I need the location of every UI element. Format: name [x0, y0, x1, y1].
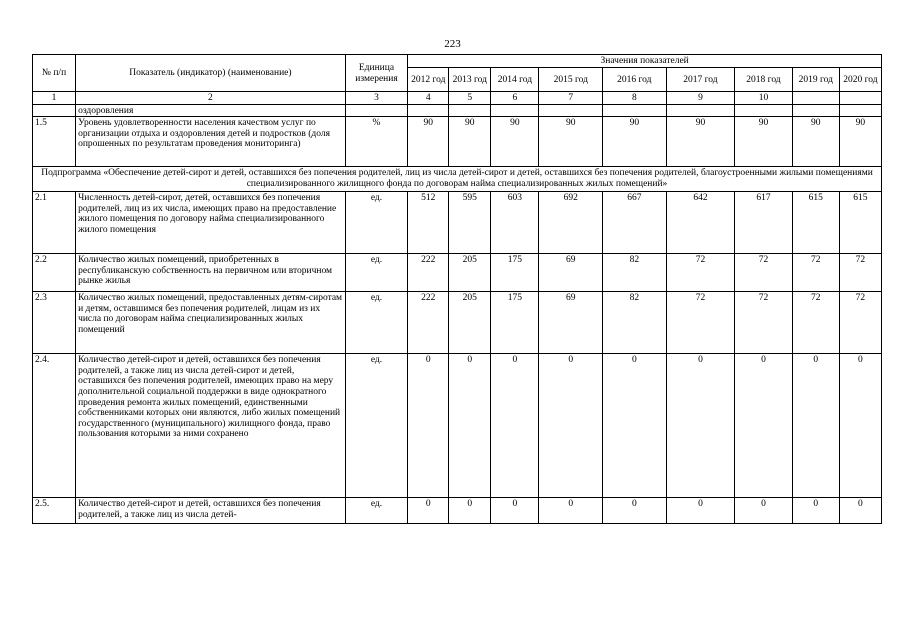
- index-cell: 9: [666, 92, 735, 105]
- row-value: 0: [491, 498, 539, 524]
- row-value: 0: [449, 354, 491, 498]
- row-value: 205: [449, 254, 491, 292]
- row-value: 0: [735, 354, 792, 498]
- row-value: 82: [603, 254, 667, 292]
- row-value: 0: [408, 354, 449, 498]
- row-value: [839, 104, 881, 117]
- index-cell: 10: [735, 92, 792, 105]
- row-value: 512: [408, 192, 449, 254]
- row-value: 0: [792, 354, 839, 498]
- row-value: 0: [408, 498, 449, 524]
- row-value: 595: [449, 192, 491, 254]
- row-value: 90: [408, 117, 449, 167]
- row-value: 72: [792, 254, 839, 292]
- row-num: 2.4.: [33, 354, 76, 498]
- row-value: 175: [491, 254, 539, 292]
- row-value: 69: [539, 254, 603, 292]
- row-value: 0: [539, 354, 603, 498]
- row-value: 615: [839, 192, 881, 254]
- row-value: 90: [539, 117, 603, 167]
- table-row: [33, 254, 882, 292]
- index-row: [33, 92, 882, 105]
- index-cell: 5: [449, 92, 491, 105]
- row-value: [792, 104, 839, 117]
- row-value: 72: [735, 292, 792, 354]
- row-value: 222: [408, 254, 449, 292]
- row-indicator: Численность детей-сирот, детей, оставшихся без попечения родителей, лиц из их числа, имеющих право на предоставление жилого помещения по договору найма специализированного жилого помещения: [76, 192, 346, 254]
- row-value: 222: [408, 292, 449, 354]
- row-value: 642: [666, 192, 735, 254]
- row-value: 0: [539, 498, 603, 524]
- row-value: 615: [792, 192, 839, 254]
- row-value: 72: [839, 254, 881, 292]
- table-row: [33, 354, 882, 498]
- row-value: 0: [839, 498, 881, 524]
- row-value: 175: [491, 292, 539, 354]
- header-year: 2012 год: [408, 68, 449, 92]
- row-indicator: Уровень удовлетворенности населения качеством услуг по организации отдыха и оздоровления детей и подростков (доля опрошенных по результатам проведения мониторинга): [76, 117, 346, 167]
- row-value: 0: [603, 354, 667, 498]
- row-value: [603, 104, 667, 117]
- row-indicator: Количество детей-сирот и детей, оставшихся без попечения родителей, а также лиц из числа детей-сирот и детей, оставшихся без попечения родителей, имеющих право на меру дополнительной социальной поддержки в виде однократного проведения ремонта жилых помещений, единственными собственниками которых они являются, либо жилых помещений государственного (муниципального) жилищного фонда, право пользования которыми за ними сохранено: [76, 354, 346, 498]
- header-year: 2015 год: [539, 68, 603, 92]
- page-number: 223: [444, 38, 461, 50]
- row-value: 72: [666, 254, 735, 292]
- index-cell: 7: [539, 92, 603, 105]
- row-unit: ед.: [345, 254, 408, 292]
- row-value: 692: [539, 192, 603, 254]
- header-year: 2016 год: [603, 68, 667, 92]
- row-num: 2.5.: [33, 498, 76, 524]
- row-num: 2.2: [33, 254, 76, 292]
- row-value: 603: [491, 192, 539, 254]
- table-row: [33, 498, 882, 524]
- row-value: 90: [666, 117, 735, 167]
- index-cell: 2: [76, 92, 346, 105]
- row-value: 72: [735, 254, 792, 292]
- index-cell: 3: [345, 92, 408, 105]
- index-cell: [792, 92, 839, 105]
- row-value: 72: [666, 292, 735, 354]
- row-unit: ед.: [345, 498, 408, 524]
- header-num: № п/п: [33, 55, 76, 92]
- row-value: 72: [792, 292, 839, 354]
- header-year: 2017 год: [666, 68, 735, 92]
- row-num: 1.5: [33, 117, 76, 167]
- row-value: 90: [792, 117, 839, 167]
- row-num: [33, 104, 76, 117]
- row-value: [539, 104, 603, 117]
- row-value: [408, 104, 449, 117]
- row-value: [449, 104, 491, 117]
- header-year: 2014 год: [491, 68, 539, 92]
- header-row-1: [33, 55, 882, 68]
- header-indicator: Показатель (индикатор) (наименование): [76, 55, 346, 92]
- row-value: 667: [603, 192, 667, 254]
- header-year: 2020 год: [839, 68, 881, 92]
- index-cell: 4: [408, 92, 449, 105]
- row-value: [735, 104, 792, 117]
- row-value: 0: [491, 354, 539, 498]
- row-value: 0: [603, 498, 667, 524]
- table-row: [33, 117, 882, 167]
- row-value: 0: [792, 498, 839, 524]
- index-cell: [839, 92, 881, 105]
- table-row: [33, 104, 882, 117]
- row-value: 0: [449, 498, 491, 524]
- header-year: 2013 год: [449, 68, 491, 92]
- row-num: 2.3: [33, 292, 76, 354]
- header-year: 2019 год: [792, 68, 839, 92]
- row-value: 72: [839, 292, 881, 354]
- row-value: 90: [491, 117, 539, 167]
- header-unit: Единица измерения: [345, 55, 408, 92]
- indicators-table: [32, 54, 882, 524]
- index-cell: 1: [33, 92, 76, 105]
- row-value: 90: [839, 117, 881, 167]
- row-indicator: Количество жилых помещений, приобретенных в республиканскую собственность на первичном или вторичном рынке жилья: [76, 254, 346, 292]
- row-value: 0: [666, 498, 735, 524]
- row-indicator: оздоровления: [76, 104, 346, 117]
- row-unit: %: [345, 117, 408, 167]
- row-unit: ед.: [345, 354, 408, 498]
- row-value: 90: [449, 117, 491, 167]
- row-indicator: Количество жилых помещений, предоставленных детям-сиротам и детям, оставшимся без попечения родителей, лицам из их числа по договорам найма специализированных жилых помещений: [76, 292, 346, 354]
- row-value: 617: [735, 192, 792, 254]
- row-value: 205: [449, 292, 491, 354]
- subprogram-title: Подпрограмма «Обеспечение детей-сирот и детей, оставшихся без попечения родителей, лиц из числа детей-сирот и детей, оставшихся без попечения родителей, благоустроенными жилыми помещениями специализированного жилищного фонда по договорам найма специализированных жилых помещений»: [33, 167, 882, 192]
- table-row: [33, 192, 882, 254]
- row-value: 0: [839, 354, 881, 498]
- row-indicator: Количество детей-сирот и детей, оставшихся без попечения родителей, а также лиц из числа детей-: [76, 498, 346, 524]
- row-value: [491, 104, 539, 117]
- row-value: [666, 104, 735, 117]
- row-value: 90: [735, 117, 792, 167]
- header-values-group: Значения показателей: [408, 55, 882, 68]
- row-value: 90: [603, 117, 667, 167]
- index-cell: 6: [491, 92, 539, 105]
- row-num: 2.1: [33, 192, 76, 254]
- row-unit: [345, 104, 408, 117]
- header-year: 2018 год: [735, 68, 792, 92]
- row-value: 0: [735, 498, 792, 524]
- index-cell: 8: [603, 92, 667, 105]
- row-value: 0: [666, 354, 735, 498]
- row-value: 82: [603, 292, 667, 354]
- row-unit: ед.: [345, 192, 408, 254]
- row-value: 69: [539, 292, 603, 354]
- table-row: [33, 292, 882, 354]
- row-unit: ед.: [345, 292, 408, 354]
- subprogram-row: [33, 167, 882, 192]
